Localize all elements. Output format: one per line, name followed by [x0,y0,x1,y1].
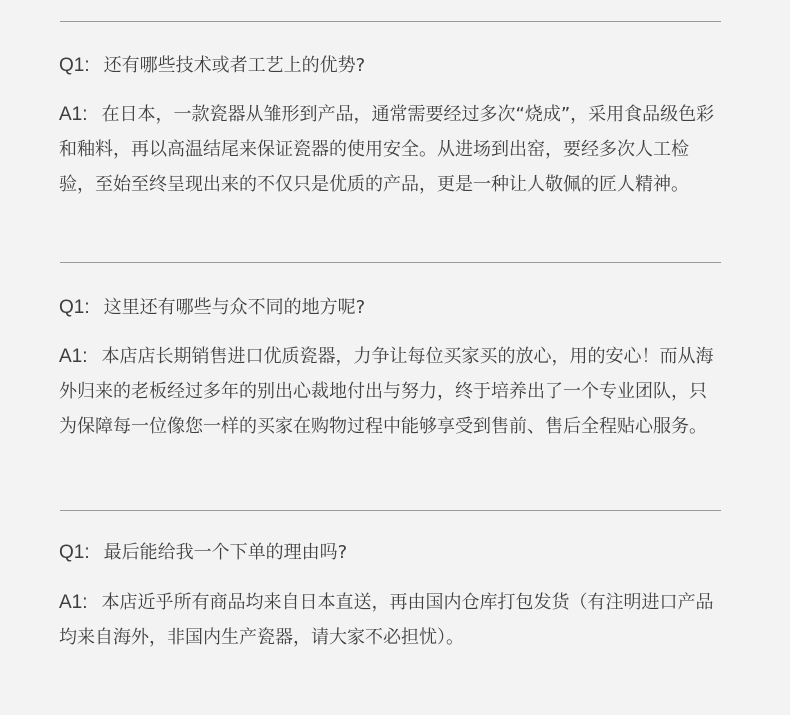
faq-answer-3 [59,585,724,655]
faq-question-1 [59,54,365,78]
faq-question-2 [59,296,365,320]
faq-question-3 [59,541,347,565]
answer-tag: A1: [59,592,88,613]
question-text: 这里还有哪些与众不同的地方呢? [103,297,366,318]
faq-answer-1 [59,97,724,202]
divider [60,510,721,511]
question-tag: Q1: [59,55,90,76]
question-text: 还有哪些技术或者工艺上的优势? [103,55,366,76]
answer-tag: A1: [59,104,88,125]
faq-answer-2 [59,339,724,444]
question-tag: Q1: [59,297,90,318]
answer-text: 在日本，一款瓷器从雏形到产品，通常需要经过多次“烧成”，采用食品级色彩和釉料，再以高温结尾来保证瓷器的使用安全。从进场到出窑，要经多次人工检验，至始至终呈现出来的不仅只是优质的产品，更是一种让人敬佩的匠人精神。 [59,104,715,195]
question-tag: Q1: [59,542,90,563]
divider [60,21,721,22]
answer-text: 本店店长期销售进口优质瓷器，力争让每位买家买的放心，用的安心！而从海外归来的老板经过多年的别出心裁地付出与努力，终于培养出了一个专业团队，只为保障每一位像您一样的买家在购物过程中能够享受到售前、售后全程贴心服务。 [59,346,714,437]
answer-tag: A1: [59,346,88,367]
question-text: 最后能给我一个下单的理由吗? [103,542,348,563]
divider [60,262,721,263]
answer-text: 本店近乎所有商品均来自日本直送，再由国内仓库打包发货（有注明进口产品均来自海外，非国内生产瓷器，请大家不必担忧）。 [59,592,714,648]
